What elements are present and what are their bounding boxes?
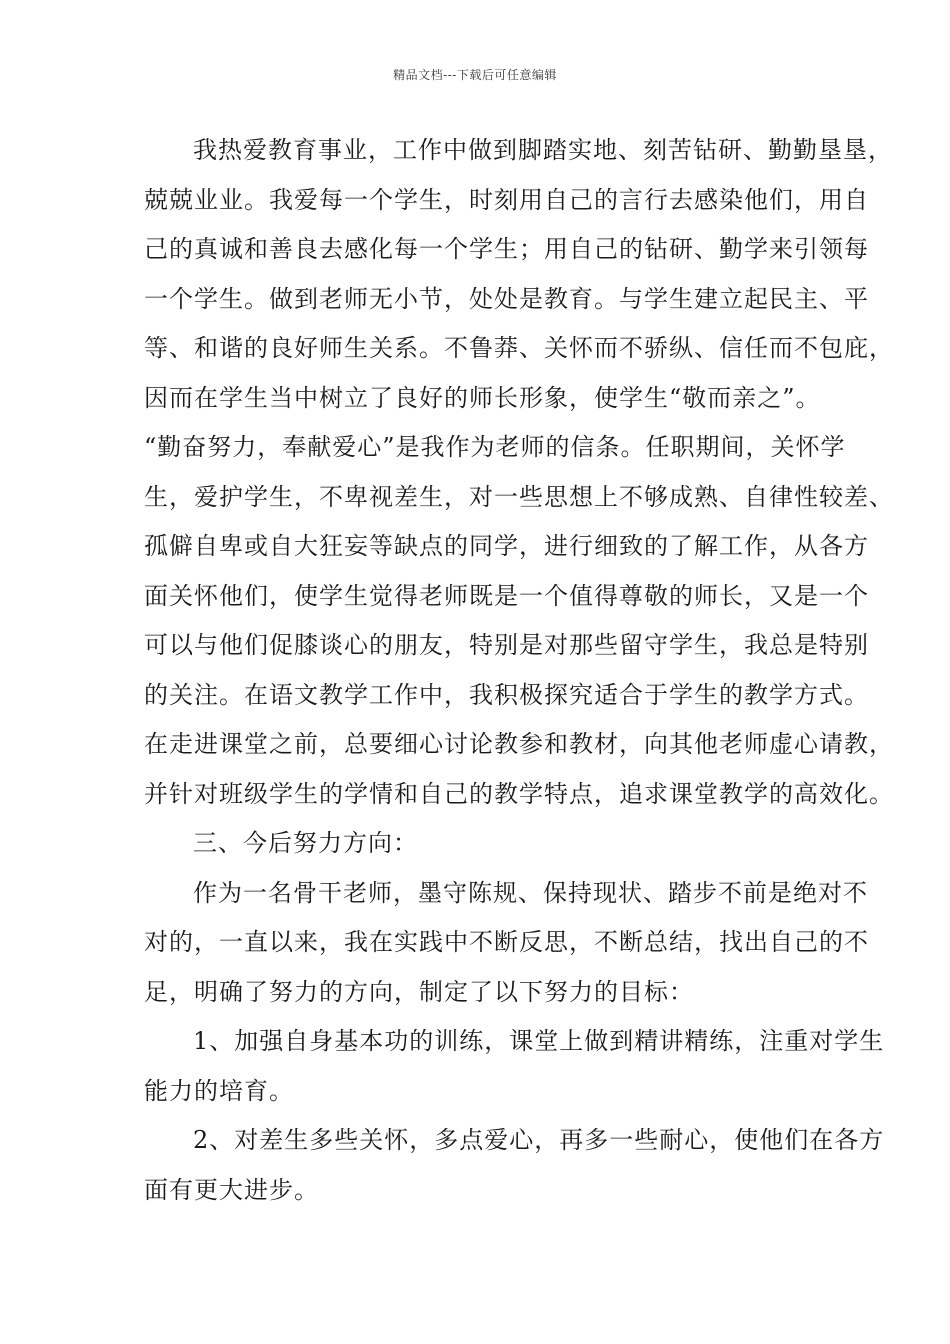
paragraph-work-attitude — [144, 126, 894, 819]
text-line: 己的真诚和善良去感化每一个学生；用自己的钻研、勤学来引领每 — [144, 235, 869, 263]
text-line: 可以与他们促膝谈心的朋友，特别是对那些留守学生，我总是特别 — [144, 631, 869, 659]
list-item-goal-1 — [144, 1017, 885, 1116]
text-line: 生，爱护学生，不卑视差生，对一些思想上不够成熟、自律性较差、 — [144, 482, 894, 511]
page-header: 精品文档---下载后可任意编辑 — [393, 68, 557, 82]
text-line: 面关怀他们，使学生觉得老师既是一个值得尊敬的师长，又是一个 — [144, 581, 869, 610]
text-line: 等、和谐的良好师生关系。不鲁莽、关怀而不骄纵、信任而不包庇， — [144, 334, 894, 362]
text-line: 在走进课堂之前，总要细心讨论教参和教材，向其他老师虚心请教， — [144, 730, 894, 758]
text-line: 的关注。在语文教学工作中，我积极探究适合于学生的教学方式。 — [144, 680, 869, 709]
text-line: 面有更大进步。 — [144, 1175, 319, 1204]
text-line: 因而在学生当中树立了良好的师长形象，使学生“敬而亲之”。 — [144, 383, 821, 412]
text-line: 作为一名骨干老师，墨守陈规、保持现状、踏步不前是绝对不 — [193, 878, 868, 907]
text-line: 一个学生。做到老师无小节，处处是教育。与学生建立起民主、平 — [144, 284, 869, 313]
text-line: 2、对差生多些关怀，多点爱心，再多一些耐心，使他们在各方 — [193, 1126, 885, 1154]
list-item-goal-2 — [144, 1116, 885, 1215]
text-line: 对的，一直以来，我在实践中不断反思，不断总结，找出自己的不 — [144, 928, 869, 956]
document-body — [144, 126, 894, 1215]
text-line: 孤僻自卑或自大狂妄等缺点的同学，进行细致的了解工作，从各方 — [144, 532, 869, 560]
paragraph-goals-intro — [144, 869, 869, 1018]
text-line: 能力的培育。 — [144, 1076, 294, 1105]
text-line: 足，明确了努力的方向，制定了以下努力的目标： — [144, 977, 694, 1006]
text-line: 1、加强自身基本功的训练，课堂上做到精讲精练，注重对学生 — [193, 1027, 885, 1055]
text-line: 并针对班级学生的学情和自己的教学特点，追求课堂教学的高效化。 — [144, 779, 894, 808]
section-heading: 三、今后努力方向： — [193, 829, 418, 857]
text-line: 我热爱教育事业，工作中做到脚踏实地、刻苦钻研、勤勤垦垦， — [193, 136, 893, 164]
text-line: 兢兢业业。我爱每一个学生，时刻用自己的言行去感染他们，用自 — [144, 185, 869, 214]
text-line: “勤奋努力，奉献爱心”是我作为老师的信条。任职期间，关怀学 — [144, 433, 846, 461]
section-heading-future-direction — [144, 819, 824, 869]
